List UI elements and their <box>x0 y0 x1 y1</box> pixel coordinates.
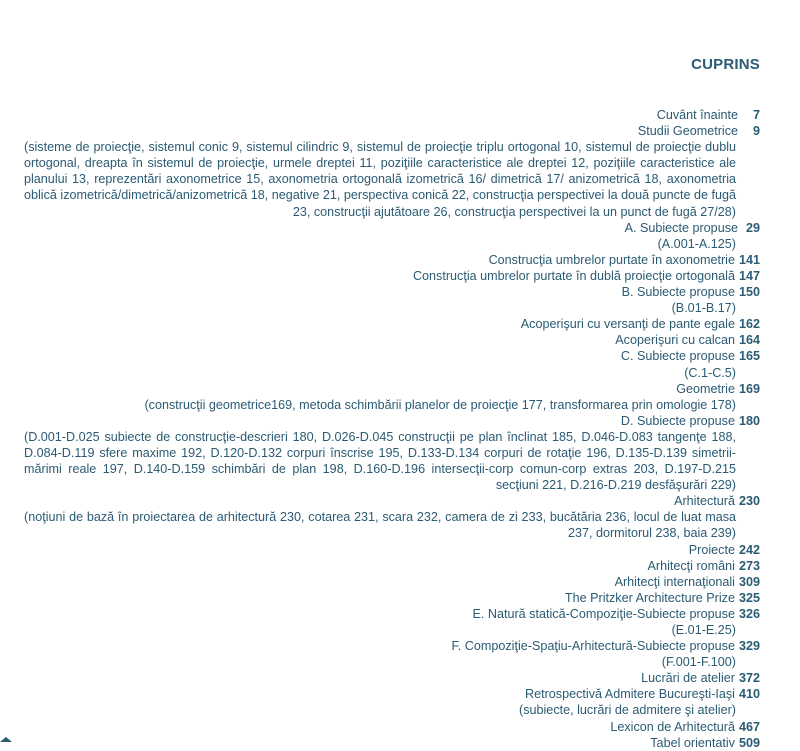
toc-entry-proiecte[interactable] <box>24 542 760 558</box>
toc-entry-a-subiecte[interactable] <box>24 220 760 236</box>
toc-entry-acoperisuri-calcan[interactable] <box>24 332 760 348</box>
toc-entry-label: Lucrări de atelier <box>641 671 735 686</box>
toc-entry-label: Acoperişuri cu calcan <box>615 333 735 348</box>
toc-subrange-b: (B.01-B.17) <box>671 301 736 316</box>
toc-entry-label: Construcţia umbrelor purtate în axonometrie <box>488 252 735 267</box>
toc-entry-f-subiecte[interactable] <box>24 638 760 654</box>
toc-entry-d-subiecte[interactable] <box>24 413 760 429</box>
toc-page-number: 230 <box>738 494 760 509</box>
toc-page-number: 150 <box>738 285 760 300</box>
toc-description-arhitectura: (noţiuni de bază în proiectarea de arhitectură 230, cotarea 231, scara 232, camera de zi 233, bucătăria 236, locul de luat masa 237, dormitorul 238, baia 239) <box>24 510 736 541</box>
toc-entry-label: Acoperişuri cu versanţi de pante egale <box>520 317 735 332</box>
toc-page-number: 329 <box>738 639 760 654</box>
toc-page-number: 29 <box>745 220 760 235</box>
toc-entry-label: Arhitectură <box>674 494 735 509</box>
toc-entry-e-subiecte[interactable] <box>24 606 760 622</box>
toc-entry-label: Tabel orientativ <box>650 735 735 750</box>
toc-page-number: 372 <box>738 671 760 686</box>
toc-entry-label: D. Subiecte propuse <box>620 413 735 428</box>
toc-subrange-e: (E.01-E.25) <box>671 623 736 637</box>
toc-entry-label: Retrospectivă Admitere Bucureşti-Iaşi <box>525 687 735 702</box>
toc-entry-arhitectura[interactable] <box>24 493 760 509</box>
toc-entry-umbre-axonometrie[interactable] <box>24 252 760 268</box>
toc-page-number: 180 <box>738 413 760 428</box>
toc-page-number: 9 <box>752 124 760 139</box>
toc-entry-label: Lexicon de Arhitectură <box>610 719 735 734</box>
toc-entry-retrospectiva-admitere[interactable] <box>24 686 760 702</box>
toc-page-number: 410 <box>738 687 760 702</box>
toc-page-number: 242 <box>738 542 760 557</box>
toc-entry-label: Studii Geometrice <box>637 124 738 139</box>
toc-page-number: 325 <box>738 590 760 605</box>
toc-page-number: 467 <box>738 719 760 734</box>
toc-page-number: 147 <box>738 268 760 283</box>
toc-entry-label: Geometrie <box>676 381 735 396</box>
toc-page-number: 7 <box>752 108 760 122</box>
toc-entry-label: Arhitecţi români <box>647 558 735 573</box>
toc-page-number: 309 <box>738 574 760 589</box>
toc-description-d: (D.001-D.025 subiecte de construcţie-descrieri 180, D.026-D.045 construcţii pe plan înclinat 185, D.046-D.083 tangenţe 188, D.084-D.119 sfere maxime 192, D.120-D.132 corpuri înscrise 195, D.133-D.134 corpuri de rotaţie 196, D.135-D.139 simetrii-mărimi reale 197, D.140-D.159 schimbări de plan 198, D.160-D.196 intersecţii-corp comun-corp extras 203, D.197-D.215 secţiuni 221, D.216-D.219 desfăşurări 229) <box>24 429 736 493</box>
toc-entry-c-subiecte[interactable] <box>24 348 760 364</box>
toc-entry-label: Construcţia umbrelor purtate în dublă proiecţie ortogonală <box>412 268 735 283</box>
toc-page-number: 162 <box>738 317 760 332</box>
toc-entry-label: Cuvânt înainte <box>656 108 738 122</box>
toc-entry-arhitecti-internationali[interactable] <box>24 574 760 590</box>
toc-entry-umbre-dubla-proiectie[interactable] <box>24 268 760 284</box>
toc-entry-acoperisuri-versanti[interactable] <box>24 316 760 332</box>
toc-page-number: 164 <box>738 333 760 348</box>
toc-description-geometrie: (construcţii geometrice169, metoda schimbării planelor de proiecţie 177, transformarea prin omologie 178) <box>144 397 736 412</box>
toc-entry-lexicon[interactable] <box>24 719 760 735</box>
toc-page-number: 169 <box>738 381 760 396</box>
toc-entry-label: F. Compoziţie-Spaţiu-Arhitectură-Subiecte propuse <box>451 639 735 654</box>
toc-description-studii: (sisteme de proiecţie, sistemul conic 9, sistemul cilindric 9, sistemul de proiecţie triplu ortogonal 10, sistemul de proiecţie dublu ortogonal, dreapta în sistemul de proiecţie, urmele dreptei 11, poziţiile caracteristice ale dreptei 12, poziţiile caracteristice ale planului 13, reprezentări axonometrice 15, axonometria ortogonală izometrică 16/ dimetrică 17/ anizometrică 18, axonometria oblică izometrică/dimetrică/anizometrică 18, negative 21, perspectiva conică 22, construcţia perspectivei la două puncte de fugă 23, construcţii ajutătoare 26, construcţia perspectivei la un punct de fugă 27/28) <box>24 140 736 219</box>
toc-page-number: 509 <box>738 735 760 750</box>
toc-page-number: 273 <box>738 558 760 573</box>
toc-entry-label: B. Subiecte propuse <box>621 285 735 300</box>
toc-entry-label: Arhitecţi internaţionali <box>614 574 735 589</box>
toc-page-number: 326 <box>738 606 760 621</box>
toc-entry-tabel-orientativ[interactable] <box>24 735 760 751</box>
toc-entry-pritzker[interactable] <box>24 590 760 606</box>
toc-subrange-admitere: (subiecte, lucrări de admitere şi atelier) <box>519 703 736 718</box>
corner-triangle-icon <box>0 737 12 742</box>
toc-entry-label: E. Natură statică-Compoziţie-Subiecte propuse <box>472 606 735 621</box>
toc-subrange-c: (C.1-C.5) <box>684 365 736 380</box>
toc-entry-studii-geometrice[interactable] <box>24 123 760 139</box>
toc-entry-geometrie[interactable] <box>24 381 760 397</box>
toc-entry-label: The Pritzker Architecture Prize <box>564 590 735 605</box>
toc-page-number: 141 <box>738 252 760 267</box>
table-of-contents <box>24 107 760 751</box>
toc-entry-label: Proiecte <box>688 542 735 557</box>
toc-entry-cuvant-inainte[interactable] <box>24 107 760 123</box>
toc-entry-label: C. Subiecte propuse <box>620 349 735 364</box>
toc-page-number: 165 <box>738 349 760 364</box>
toc-entry-arhitecti-romani[interactable] <box>24 558 760 574</box>
toc-subrange-f: (F.001-F.100) <box>661 655 736 670</box>
toc-entry-lucrari-atelier[interactable] <box>24 670 760 686</box>
page-title: CUPRINS <box>691 56 760 73</box>
toc-subrange-a: (A.001-A.125) <box>657 236 736 251</box>
toc-entry-b-subiecte[interactable] <box>24 284 760 300</box>
toc-entry-label: A. Subiecte propuse <box>624 220 738 235</box>
